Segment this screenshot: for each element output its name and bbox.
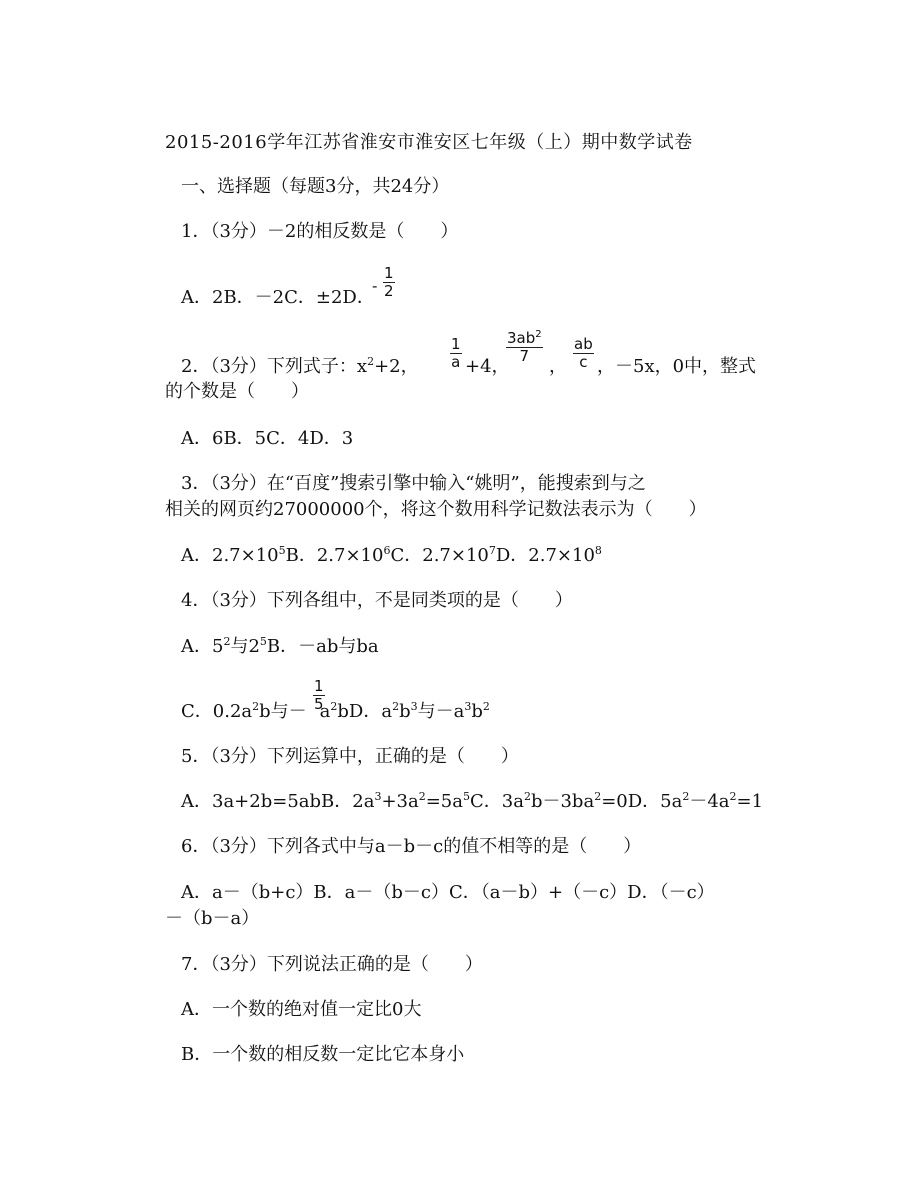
q5-o8: =1 (736, 791, 764, 812)
fraction-denominator: 7 (519, 347, 530, 365)
fraction-numerator: 1 (314, 677, 324, 695)
q2-after-exp: +2， (374, 356, 419, 377)
question-4-options-ab (181, 635, 379, 659)
q5-exp: 2 (729, 790, 737, 803)
question-4-fraction (313, 678, 325, 713)
section-heading: 一、选择题（每题3分，共24分） (181, 176, 450, 197)
question-1-option-d-fraction (383, 265, 395, 300)
q2-frac2-exp: 2 (535, 329, 542, 340)
q2-stem-start: 2．（3分）下列式子：x (181, 356, 368, 377)
question-7-stem: 7．（3分）下列说法正确的是（ ） (181, 954, 483, 975)
question-2-line-1 (181, 355, 419, 379)
question-3-line-2: 相关的网页约27000000个，将这个数用科学记数法表示为（ ） (165, 499, 707, 520)
fraction-numerator: 1 (451, 335, 461, 353)
q3-exp-b: 6 (383, 544, 391, 557)
question-2-fraction-3 (573, 336, 594, 371)
q2-after-fraction-1: +4， (465, 356, 510, 377)
question-6-stem: 6．（3分）下列各式中与a－b－c的值不相等的是（ ） (181, 836, 642, 857)
q4-exp: 2 (330, 700, 338, 713)
q3-exp-a: 5 (278, 544, 286, 557)
q4-c5: b (399, 701, 411, 722)
q5-exp: 2 (594, 790, 602, 803)
question-2-options: A．6B．5C．4D．3 (181, 428, 354, 449)
q3-option-a: A．2.7×10 (181, 545, 279, 566)
q4-c1: C．0.2a (181, 701, 253, 722)
q3-exp-c: 7 (488, 544, 496, 557)
fraction-numerator: 1 (384, 264, 394, 282)
q4-exp: 2 (482, 700, 490, 713)
q3-exp-d: 8 (594, 544, 602, 557)
question-3-options (181, 544, 602, 568)
q5-exp: 3 (374, 790, 382, 803)
q4-exp: 2 (252, 700, 260, 713)
question-7-option-a: A．一个数的绝对值一定比0大 (181, 999, 422, 1020)
question-4-stem: 4．（3分）下列各组中，不是同类项的是（ ） (181, 590, 573, 611)
question-7-option-b: B．一个数的相反数一定比它本身小 (181, 1044, 465, 1065)
q3-option-d: D．2.7×10 (495, 545, 595, 566)
question-6-options-line-2: －（b－a） (165, 908, 260, 929)
q4-exp: 2 (223, 635, 231, 648)
q5-o7: －4a (689, 791, 730, 812)
question-3-line-1: 3．（3分）在“百度”搜索引擎中输入“姚明”，能搜索到与之 (181, 473, 646, 494)
q5-o1: A．3a+2b=5abB．2a (181, 791, 375, 812)
question-5-stem: 5．（3分）下列运算中，正确的是（ ） (181, 746, 519, 767)
q4-c2: b与－ (259, 701, 307, 722)
q5-o4: C．3a (469, 791, 524, 812)
fraction-numerator: ab (574, 335, 593, 353)
q4-exp: 2 (392, 700, 400, 713)
q4-c3: a (319, 701, 331, 722)
fraction-denominator: a (451, 353, 461, 371)
q2-exp: 2 (367, 355, 375, 368)
question-1-fraction-sign: - (372, 276, 378, 295)
q4-exp: 3 (464, 700, 472, 713)
q5-o6: =0D．5a (601, 791, 683, 812)
question-1-options: A．2B．－2C．±2D． (181, 287, 375, 308)
page-title: 2015-2016学年江苏省淮安市淮安区七年级（上）期中数学试卷 (165, 132, 693, 153)
q4-c7: b (471, 701, 483, 722)
q2-comma: ， (549, 356, 567, 377)
question-5-options (181, 790, 763, 814)
fraction-denominator: c (579, 353, 588, 371)
q4-exp: 5 (259, 635, 267, 648)
q4-b: B．－ab与ba (266, 636, 379, 657)
question-2-fraction-2 (506, 330, 543, 365)
q4-exp: 3 (410, 700, 418, 713)
fraction-denominator: 5 (314, 695, 324, 713)
question-4-options-cd (181, 700, 490, 724)
fraction-denominator: 2 (384, 282, 394, 300)
question-2-line-2: 的个数是（ ） (165, 381, 309, 402)
question-6-options-line-1: A．a－（b+c）B．a－（b－c）C．（a－b）+（－c）D．（－c） (181, 882, 715, 903)
q5-exp: 5 (462, 790, 470, 803)
q5-exp: 2 (682, 790, 690, 803)
q3-option-b: B．2.7×10 (285, 545, 384, 566)
q2-frac2-base: 3ab (507, 329, 536, 347)
question-2-fraction-1 (450, 336, 462, 371)
q5-o5: b－3ba (530, 791, 595, 812)
q5-o2: +3a (381, 791, 419, 812)
q2-after-fraction-3: ，－5x，0中，整式 (597, 356, 757, 377)
q4-c6: 与－a (417, 701, 465, 722)
q4-c4: bD．a (337, 701, 393, 722)
q5-o3: =5a (425, 791, 463, 812)
q4-a1: A．5 (181, 636, 224, 657)
fraction-numerator (506, 330, 543, 348)
question-1-stem: 1．（3分）－2的相反数是（ ） (181, 221, 459, 242)
q3-option-c: C．2.7×10 (390, 545, 489, 566)
q4-a2: 与2 (230, 636, 260, 657)
q5-exp: 2 (523, 790, 531, 803)
q5-exp: 2 (418, 790, 426, 803)
